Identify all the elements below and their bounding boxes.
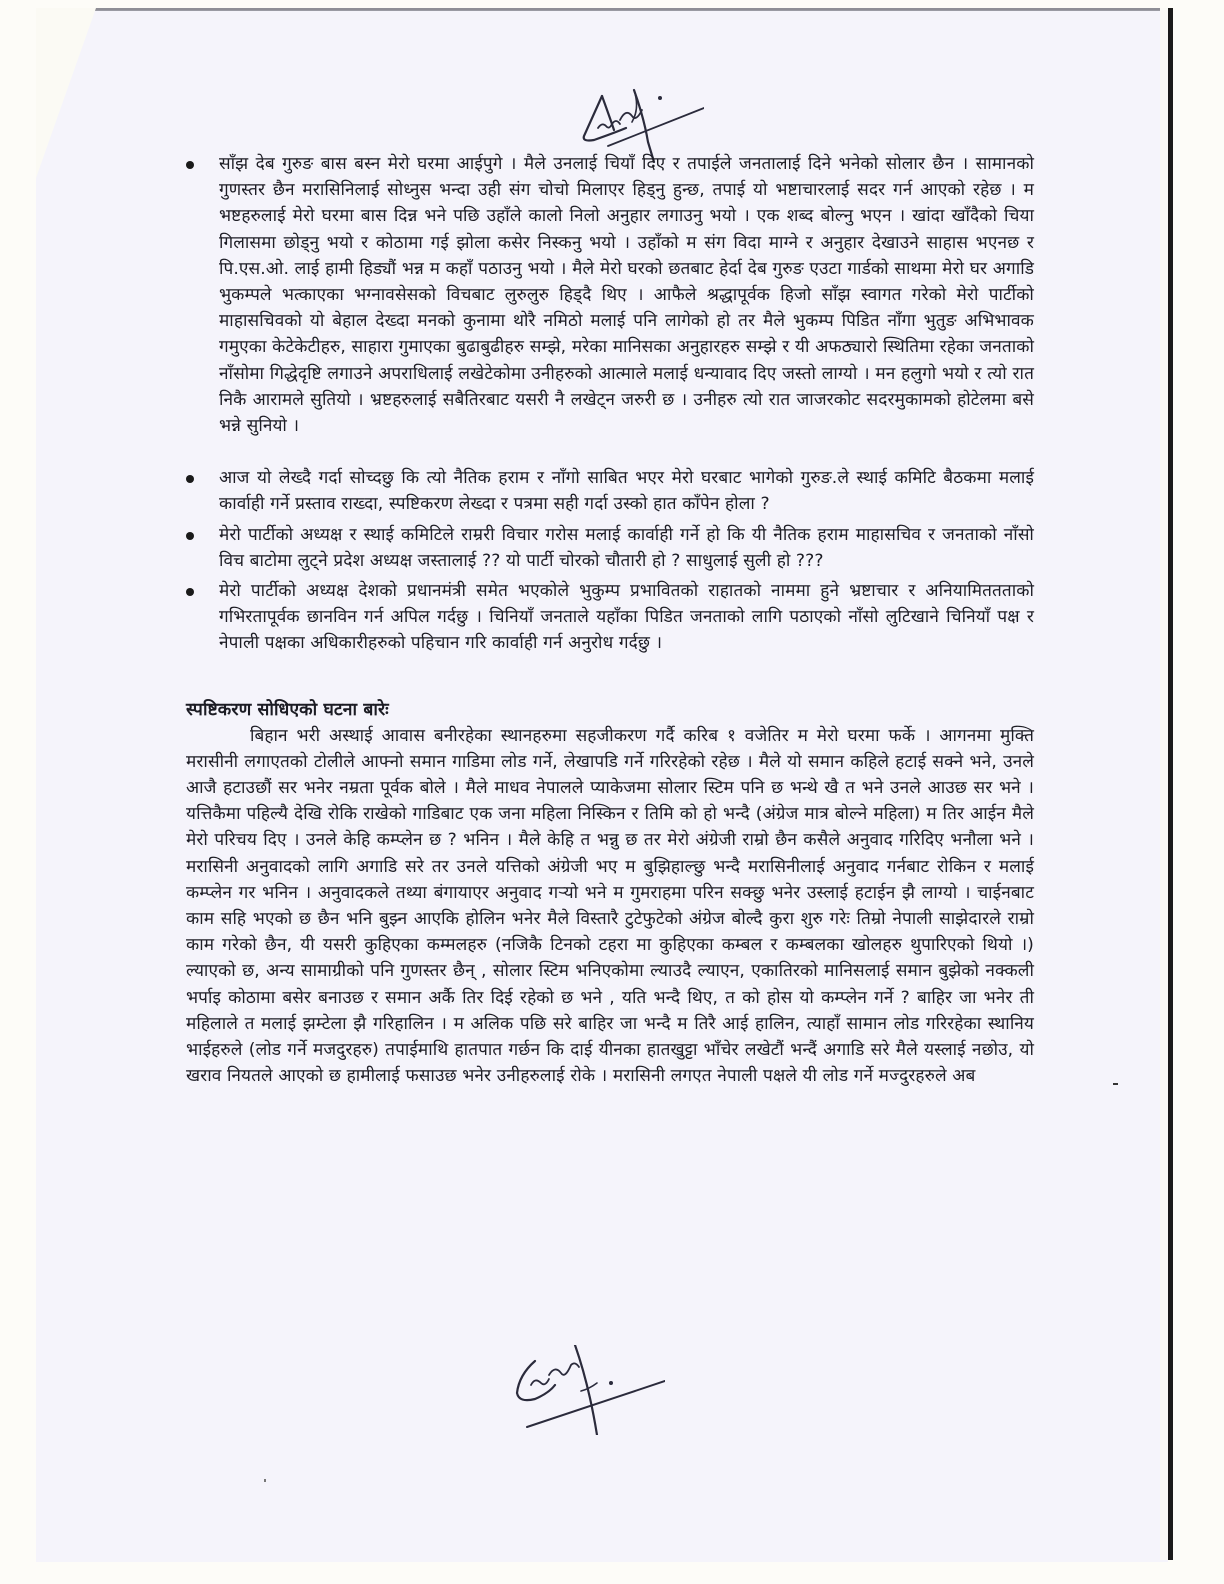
bullet-item-committee-question: आज यो लेख्दै गर्दा सोच्दछु कि त्यो नैतिक हराम र नाँगो साबित भएर मेरो घरबाट भागेको गुरुङ.ले स्थाई कमिटि बैठकमा मलाई कार्वाही गर्ने प्रस्ताव राख्दा, स्पष्टिकरण लेख्दा र पत्रमा सही गर्दा उस्को हात काँपेन होला ? <box>186 465 1034 517</box>
signature-bottom-icon <box>505 1345 665 1435</box>
section-heading: स्पष्टिकरण सोधिएको घटना बारेः <box>186 699 389 720</box>
margin-mark <box>1113 1083 1118 1085</box>
bullet-list <box>186 151 1034 657</box>
bullet-item-party-appeal: मेरो पार्टीको अध्यक्ष र स्थाई कमिटिले राम्ररी विचार गरोस मलाई कार्वाही गर्ने हो कि यी नैतिक हराम माहासचिव र जनताको नाँसो विच बाटोमा लुट्ने प्रदेश अध्यक्ष जस्तालाई ?? यो पार्टी चोरको चौतारी हो ? साधुलाई सुली हो ??? <box>186 522 1034 574</box>
page-right-margin <box>1160 8 1168 1560</box>
document-body <box>186 151 1034 1090</box>
section-body-paragraph: बिहान भरी अस्थाई आवास बनीरहेका स्थानहरुमा सहजीकरण गर्दै करिब १ वजेतिर म मेरो घरमा फर्के । आगनमा मुक्ति मरासीनी लगाएतको टोलीले आफ्नो समान गाडिमा लोड गर्ने, लेखापडि गर्ने गरिरहेको रहेछ । मैले यो समान कहिले हटाई सक्ने भने, उनले आजै हटाउछौं सर भनेर नम्रता पूर्वक बोले । मैले माधव नेपालले प्याकेजमा सोलार स्टिम पनि छ भन्थे खै त भने उनले आउछ सर भने । यत्तिकैमा पहिल्यै देखि रोकि राखेको गाडिबाट एक जना महिला निस्किन र तिमि को हो भन्दै (अंग्रेज मात्र बोल्ने महिला) म तिर आईन मैले मेरो परिचय दिए । उनले केहि कम्प्लेन छ ? भनिन । मैले केहि त भन्नु छ तर मेरो अंग्रेजी राम्रो छैन कसैले अनुवाद गरिदिए भनौला भने । मरासिनी अनुवादको लागि अगाडि सरे तर उनले यत्तिको अंग्रेजी भए म बुझिहाल्छु भन्दै मरासिनीलाई अनुवाद गर्नबाट रोकिन र मलाई कम्प्लेन गर भनिन । अनुवादकले तथ्या बंगायाएर अनुवाद गर्‍यो भने म गुमराहमा परिन सक्छु भनेर उस्लाई हटाईन झै लाग्यो । चाईनबाट काम सहि भएको छ छैन भनि बुझ्न आएकि होलिन भनेर मैले विस्तारै टुटेफुटेको अंग्रेज बोल्दै कुरा शुरु गरेः तिम्रो नेपाली साझेदारले राम्रो काम गरेको छैन, यी यसरी कुहिएका कम्मलहरु (नजिकै टिनको टहरा मा कुहिएका कम्बल र कम्बलका खोलहरु थुपारिएको थियो ।) ल्याएको छ, अन्य सामाग्रीको पनि गुणस्तर छैन् , सोलार स्टिम भनिएकोमा ल्याउदै ल्याएन, एकातिरको मानिसलाई समान बुझेको नक्कली भर्पाइ कोठामा बसेर बनाउछ र समान अर्कै तिर दिई रहेको छ भने , यति भन्दै थिए, त को होस यो कम्प्लेन गर्ने ? बाहिर जा भनेर ती महिलाले त मलाई झम्टेला झै गरिहालिन । म अलिक पछि सरे बाहिर जा भन्दै म तिरै आई हालिन, त्याहाँ सामान लोड गरिरहेका स्थानिय भाईहरुले (लोड गर्ने मजदुरहरु) तपाईमाथि हातपात गर्छन कि दाई यीनका हातखुट्टा भाँचेर लखेटौं भन्दैं अगाडि सरे मैले यस्लाई नछोउ, यो खराव नियतले आएको छ हामीलाई फसाउछ भनेर उनीहरुलाई रोके । मरासिनी लगएत नेपाली पक्षले यी लोड गर्ने मज्दुरहरुले अब <box>186 725 1034 1087</box>
scan-speck <box>264 1479 266 1482</box>
bullet-item-evening-visit: साँझ देब गुरुङ बास बस्न मेरो घरमा आईपुगे । मैले उनलाई चियाँ दिए र तपाईले जनतालाई दिने भनेको सोलार छैन । सामानको गुणस्तर छैन मरासिनिलाई सोध्नुस भन्दा उही संग चोचो मिलाएर हिड्नु हुन्छ, तपाई यो भष्टाचारलाई सदर गर्न आएको रहेछ । म भष्टहरुलाई मेरो घरमा बास दिन्न भने पछि उहाँले कालो निलो अनुहार लगाउनु भयो । एक शब्द बोल्नु भएन । खांदा खाँदैको चिया गिलासमा छोड्नु भयो र कोठामा गई झोला कसेर निस्कनु भयो । उहाँको म संग विदा माग्ने र अनुहार देखाउने साहास भएनछ र पि.एस.ओ. लाई हामी हिड्यौं भन्न म कहाँ पठाउनु भयो । मैले मेरो घरको छतबाट हेर्दा देब गुरुङ एउटा गार्डको साथमा मेरो घर अगाडि भुकम्पले भत्काएका भग्नावसेसको विचबाट लुरुलुरु हिड्दै थिए । आफैले श्रद्धापूर्वक हिजो साँझ स्वागत गरेको मेरो पार्टीको माहासचिवको यो बेहाल देख्दा मनको कुनामा थोरै नमिठो मलाई पनि लागेको हो तर मैले भुकम्प पिडित नाँगा भुतुङ अभिभावक गमुएका केटेकेटीहरु, साहारा गुमाएका बुढाबुढीहरु सम्झे, मरेका मानिसका अनुहारहरु सम्झे र यी अफठ्यारो स्थितिमा रहेका जनताको नाँसोमा गिद्धेदृष्टि लगाउने अपराधिलाई लखेटेकोमा उनीहरुको आत्माले मलाई धन्यावाद दिए जस्तो लाग्यो । मन हलुगो भयो र त्यो रात निकै आरामले सुतियो । भ्रष्टहरुलाई सबैतिरबाट यसरी नै लखेट्न जरुरी छ । उनीहरु त्यो रात जाजरकोट सदरमुकामको होटेलमा बसे भन्ने सुनियो । <box>186 151 1034 439</box>
scan-edge-border <box>1168 8 1173 1560</box>
bullet-item-investigation-request: मेरो पार्टीको अध्यक्ष देशको प्रधानमंत्री समेत भएकोले भुकुम्प प्रभावितको राहातको नाममा हुने भ्रष्टाचार र अनियामिततताको गभिरतापूर्वक छानविन गर्न अपिल गर्दछु । चिनियाँ जनताले यहाँका पिडित जनताको लागि पठाएको नाँसो लुटिखाने चिनियाँ पक्ष र नेपाली पक्षका अधिकारीहरुको पहिचान गरि कार्वाही गर्न अनुरोध गर्दछु । <box>186 578 1034 657</box>
